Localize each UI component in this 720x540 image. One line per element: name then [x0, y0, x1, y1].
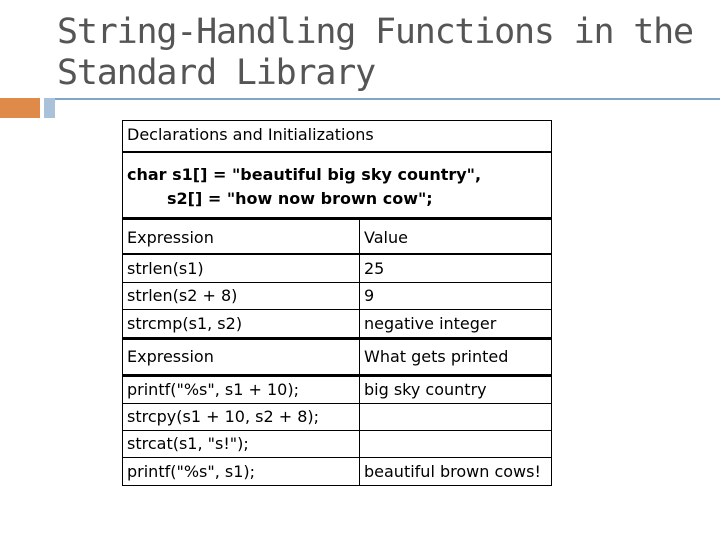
table-cell-expression: strcpy(s1 + 10, s2 + 8); [127, 407, 320, 426]
table-cell-printed: big sky country [364, 380, 487, 399]
divider [123, 253, 551, 255]
declaration-line-2: s2[] = "how now brown cow"; [167, 189, 433, 208]
section2-printed-header: What gets printed [364, 347, 509, 366]
title-rule-blue-square [44, 98, 55, 118]
divider [123, 217, 551, 220]
table-cell-expression: printf("%s", s1 + 10); [127, 380, 299, 399]
divider [123, 151, 551, 153]
title-rule-orange-square [0, 98, 40, 118]
divider [123, 337, 551, 340]
title-rule-line [44, 98, 720, 100]
section1-value-header: Value [364, 228, 408, 247]
declarations-header: Declarations and Initializations [127, 125, 374, 144]
column-divider [359, 220, 360, 485]
table-cell-expression: strcat(s1, "s!"); [127, 434, 249, 453]
table-cell-expression: printf("%s", s1); [127, 462, 256, 481]
declaration-line-1: char s1[] = "beautiful big sky country", [127, 165, 482, 184]
table-cell-value: 9 [364, 286, 375, 305]
string-functions-table [122, 120, 552, 486]
table-cell-printed [360, 431, 550, 457]
table-cell-printed: beautiful brown cows! [364, 462, 541, 481]
table-cell-printed [360, 404, 550, 430]
table-cell-value: negative integer [364, 314, 497, 333]
slide-title-line-1: String-Handling Functions in the [57, 12, 693, 52]
table-cell-expression: strcmp(s1, s2) [127, 314, 243, 333]
table-cell-expression: strlen(s1) [127, 259, 204, 278]
table-cell-value: 25 [364, 259, 385, 278]
slide-title-line-2: Standard Library [57, 53, 375, 93]
slide-title [57, 12, 697, 94]
section1-expression-header: Expression [127, 228, 214, 247]
section2-expression-header: Expression [127, 347, 214, 366]
table-cell-expression: strlen(s2 + 8) [127, 286, 238, 305]
